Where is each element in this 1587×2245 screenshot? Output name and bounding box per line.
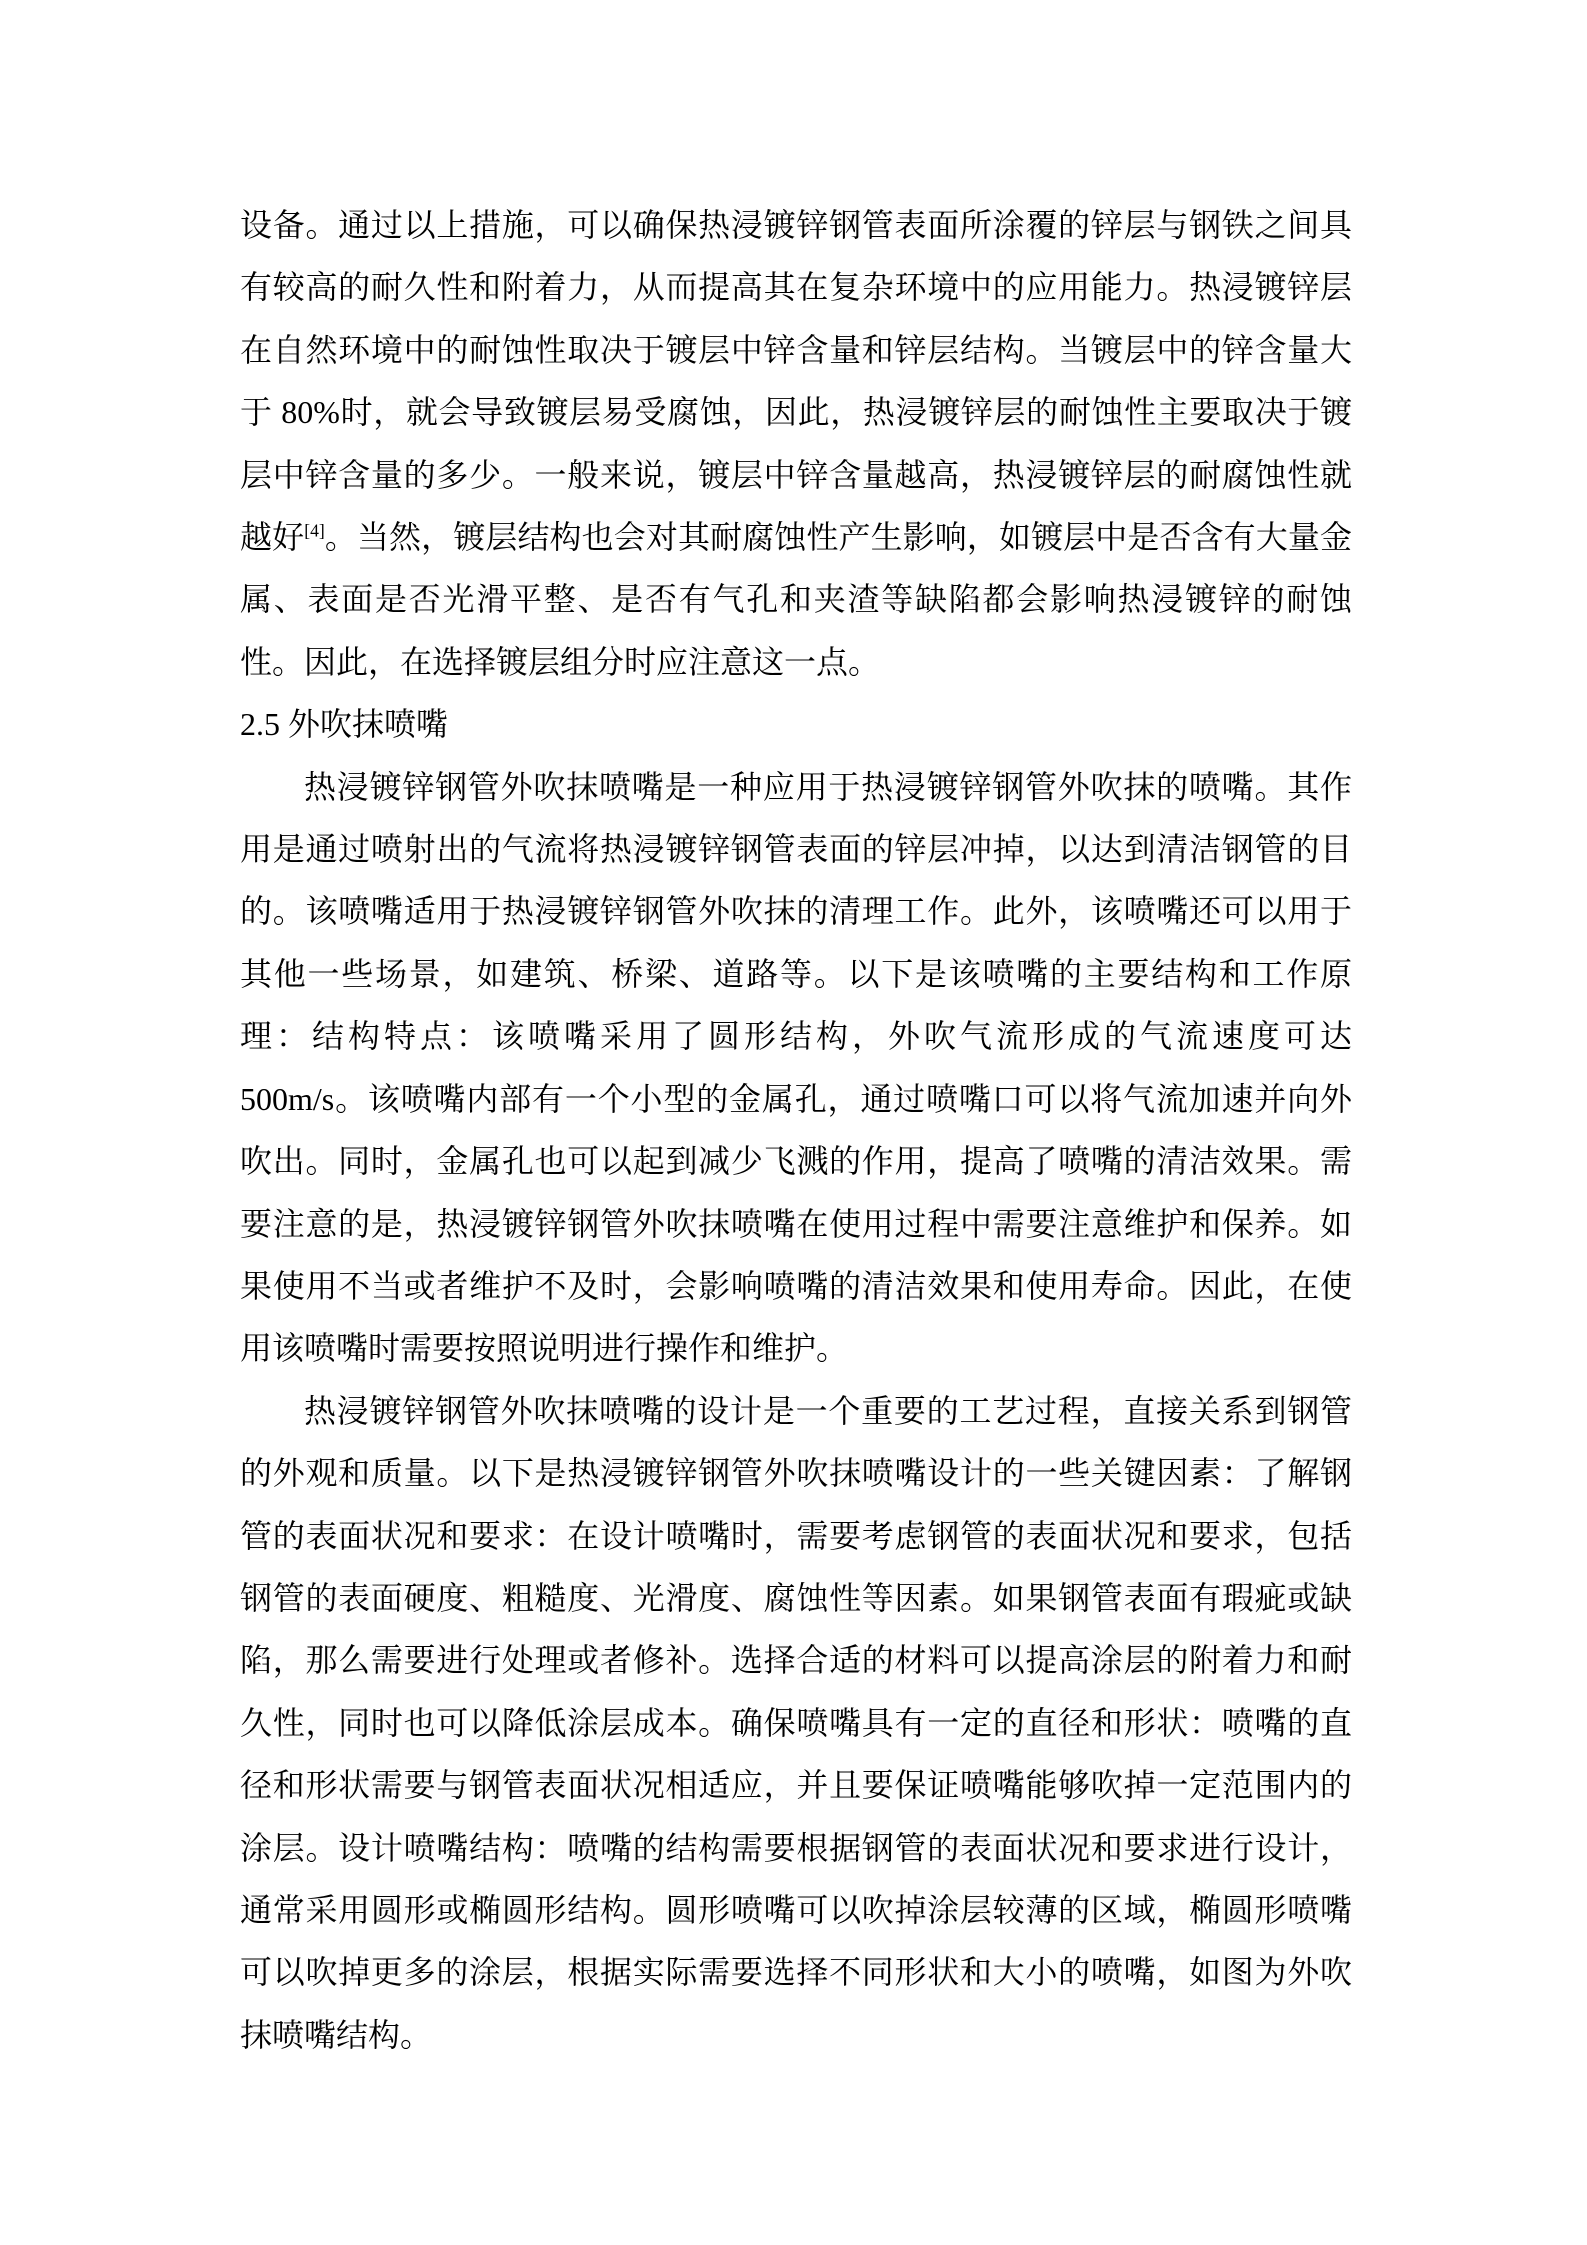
- section-heading: 2.5 外吹抹喷嘴: [240, 706, 449, 743]
- paragraph-text: 。当然，镀层结构也会对其耐腐蚀性产生影响，如镀层中是否含有大量金属、表面是否光滑平整、是否有气孔和夹渣等缺陷都会影响热浸镀锌的耐蚀性。因此，在选择镀层组分时应注意这一点。: [240, 519, 1352, 680]
- paragraph-nozzle-design: 热浸镀锌钢管外吹抹喷嘴的设计是一个重要的工艺过程，直接关系到钢管的外观和质量。以下是热浸镀锌钢管外吹抹喷嘴设计的一些关键因素：了解钢管的表面状况和要求：在设计喷嘴时，需要考虑钢管的表面状况和要求，包括钢管的表面硬度、粗糙度、光滑度、腐蚀性等因素。如果钢管表面有瑕疵或缺陷，那么需要进行处理或者修补。选择合适的材料可以提高涂层的附着力和耐久性，同时也可以降低涂层成本。确保喷嘴具有一定的直径和形状：喷嘴的直径和形状需要与钢管表面状况相适应，并且要保证喷嘴能够吹掉一定范围内的涂层。设计喷嘴结构：喷嘴的结构需要根据钢管的表面状况和要求进行设计，通常采用圆形或椭圆形结构。圆形喷嘴可以吹掉涂层较薄的区域，椭圆形喷嘴可以吹掉更多的涂层，根据实际需要选择不同形状和大小的喷嘴，如图为外吹抹喷嘴结构。: [240, 1392, 1352, 2053]
- paragraph-text: 设备。通过以上措施，可以确保热浸镀锌钢管表面所涂覆的锌层与钢铁之间具有较高的耐久性和附着力，从而提高其在复杂环境中的应用能力。热浸镀锌层在自然环境中的耐蚀性取决于镀层中锌含量和锌层结构。当镀层中的锌含量大于 80%时，就会导致镀层易受腐蚀，因此，热浸镀锌层的耐蚀性主要取决于镀层中锌含量的多少。一般来说，镀层中锌含量越高，热浸镀锌层的耐腐蚀性就越好: [240, 207, 1352, 556]
- citation-reference: [4]: [304, 520, 325, 541]
- paragraph-continuation: [240, 194, 1352, 693]
- paragraph-nozzle-overview: 热浸镀锌钢管外吹抹喷嘴是一种应用于热浸镀锌钢管外吹抹的喷嘴。其作用是通过喷射出的气流将热浸镀锌钢管表面的锌层冲掉，以达到清洁钢管的目的。该喷嘴适用于热浸镀锌钢管外吹抹的清理工作。此外，该喷嘴还可以用于其他一些场景，如建筑、桥梁、道路等。以下是该喷嘴的主要结构和工作原理：结构特点：该喷嘴采用了圆形结构，外吹气流形成的气流速度可达 500m/s。该喷嘴内部有一个小型的金属孔，通过喷嘴口可以将气流加速并向外吹出。同时，金属孔也可以起到减少飞溅的作用，提高了喷嘴的清洁效果。需要注意的是，热浸镀锌钢管外吹抹喷嘴在使用过程中需要注意维护和保养。如果使用不当或者维护不及时，会影响喷嘴的清洁效果和使用寿命。因此，在使用该喷嘴时需要按照说明进行操作和维护。: [240, 768, 1352, 1367]
- page-text-column: [240, 194, 1352, 2066]
